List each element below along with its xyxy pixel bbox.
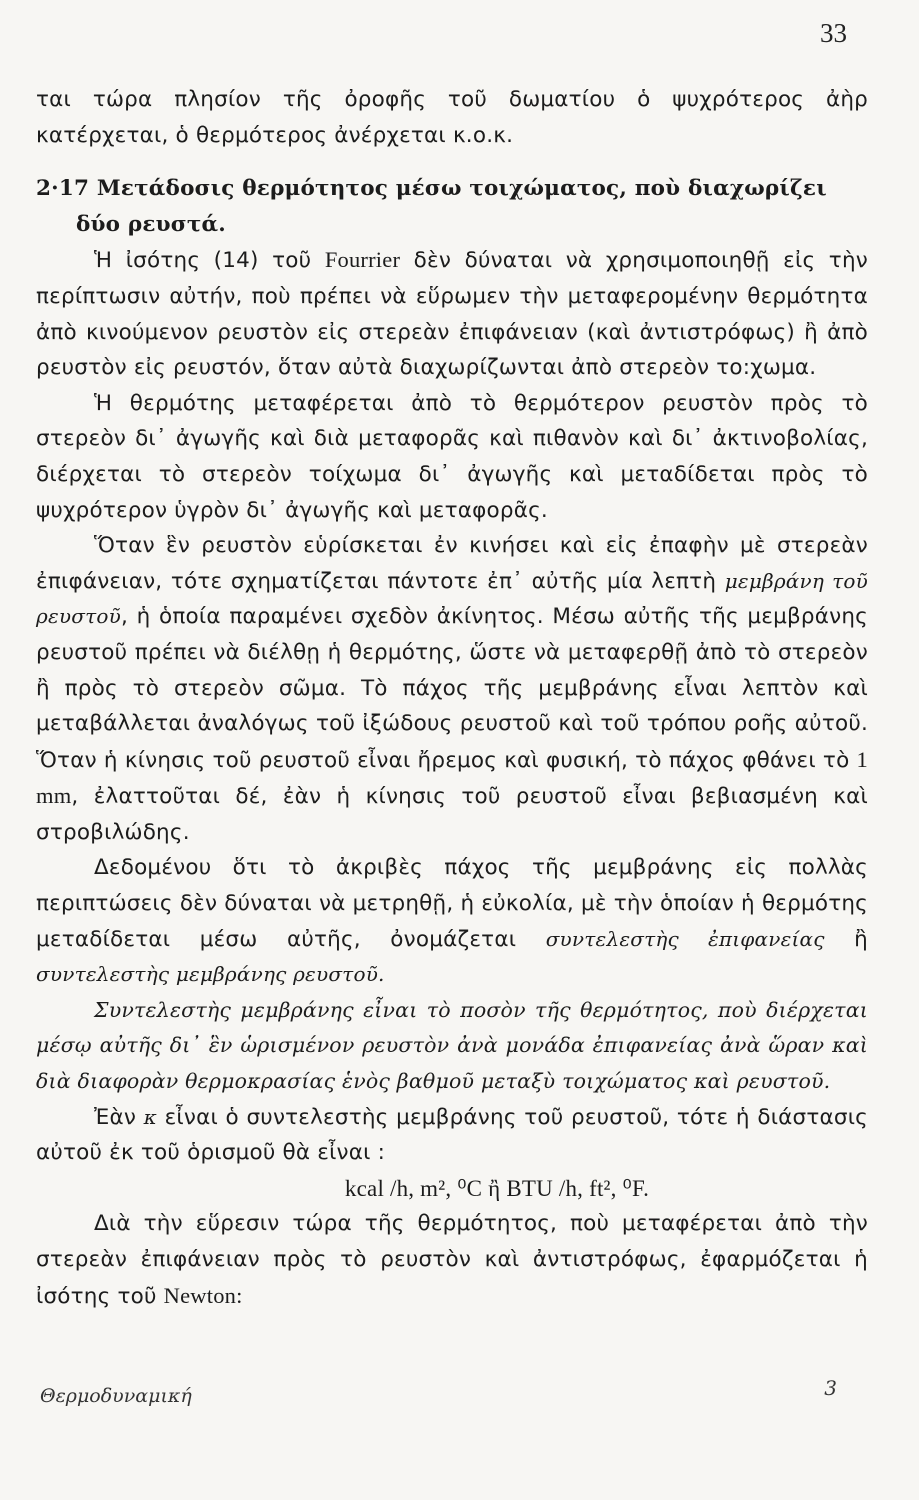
footer-book-title: Θερμοδυναμική xyxy=(40,1385,192,1407)
p3-text-c: , ἐλαττοῦται δέ, ἐὰν ἡ κίνησις τοῦ ρευστοῦ εἶναι βεβιασμένη καὶ στροβιλώδης. xyxy=(36,784,868,845)
paragraph-fourrier xyxy=(36,242,868,385)
footer-sheet-number: 3 xyxy=(824,1376,837,1400)
p1-text-a: Ἡ ἰσότης (14) τοῦ xyxy=(94,248,325,274)
p5-text-a: Ἐὰν xyxy=(94,1104,144,1130)
p1-name: Fourrier xyxy=(324,247,401,273)
p5-symbol: κ xyxy=(143,1104,157,1129)
p6-name: Newton: xyxy=(163,1282,243,1308)
p4-term-1: συντελεστὴς ἐπιφανείας xyxy=(545,926,825,951)
paragraph-intro: ται τώρα πλησίον τῆς ὀροφῆς τοῦ δωματίου ὁ ψυχρότερος ἀὴρ κατέρχεται, ὁ θερμότερος ἀνέρχεται κ.ο.κ. xyxy=(36,87,868,148)
paragraph-membrane xyxy=(36,528,868,850)
section-heading xyxy=(36,171,868,242)
page-number: 33 xyxy=(820,18,847,48)
p4-or: ἢ xyxy=(824,926,869,952)
p3-value: 1 mm xyxy=(36,746,868,809)
p4-term-2: συντελεστὴς μεμβράνης ρευστοῦ. xyxy=(36,962,385,987)
page-body xyxy=(36,82,868,1314)
p3-term: μεμβράνη τοῦ ρευστοῦ xyxy=(36,568,868,629)
paragraph-heat-transfer: Ἡ θερμότης μεταφέρεται ἀπὸ τὸ θερμότερον ρευστὸν πρὸς τὸ στερεὸν δι᾿ ἀγωγῆς καὶ διὰ μεταφορᾶς καὶ πιθανὸν καὶ δι᾿ ἀκτινοβολίας, διέρχεται τὸ στερεὸν τοίχωμα δι᾿ ἀγωγῆς καὶ μεταδίδεται πρὸς τὸ ψυχρότερον ὑγρὸν δι᾿ ἀγωγῆς καὶ μεταφορᾶς. xyxy=(36,390,868,523)
paragraph-newton xyxy=(36,1206,868,1314)
p5-text-b: εἶναι ὁ συντελεστὴς μεμβράνης τοῦ ρευστοῦ, τότε ἡ διάστασις αὐτοῦ ἐκ τοῦ ὁρισμοῦ θὰ εἶναι : xyxy=(36,1104,869,1166)
units-formula: kcal /h, m², ⁰C ἢ BTU /h, ft², ⁰F. xyxy=(344,1175,650,1201)
definition-paragraph: Συντελεστὴς μεμβράνης εἶναι τὸ ποσὸν τῆς θερμότητος, ποὺ διέρχεται μέσῳ αὐτῆς δι᾿ ἓν ὡρισμένον ρευστὸν ἀνὰ μονάδα ἐπιφανείας ἀνὰ ὥραν καὶ διὰ διαφορὰν θερμοκρασίας ἑνὸς βαθμοῦ μεταξὺ τοιχώματος καὶ ρευστοῦ. xyxy=(36,997,868,1094)
section-title: Μετάδοσις θερμότητος μέσω τοιχώματος, ποὺ διαχωρίζει δύο ρευστά. xyxy=(76,176,827,237)
p3-text-b: , ἡ ὁποία παραμένει σχεδὸν ἀκίνητος. Μέσω αὐτῆς τῆς μεμβράνης ρευστοῦ πρέπει νὰ διέλθῃ ἡ θερμότης, ὥστε νὰ μεταφερθῇ ἀπὸ τὸ στερεὸν ἢ πρὸς τὸ στερεὸν σῶμα. Τὸ πάχος τῆς μεμβράνης εἶναι λεπτὸν καὶ μεταβάλλεται ἀναλόγως τοῦ ἰξώδους ρευστοῦ καὶ τοῦ τρόπου ροῆς αὐτοῦ. Ὅταν ἡ κίνησις τοῦ ρευστοῦ εἶναι ἤρεμος καὶ φυσική, τὸ πάχος φθάνει τὸ xyxy=(36,604,868,773)
paragraph-coefficient xyxy=(36,850,868,992)
p6-text-a: Διὰ τὴν εὕρεσιν τώρα τῆς θερμότητος, ποὺ μεταφέρεται ἀπὸ τὴν στερεὰν ἐπιφάνειαν πρὸς τὸ ρευστὸν καὶ ἀντιστρόφως, ἐφαρμόζεται ἡ ἰσότης τοῦ xyxy=(36,1211,868,1309)
p3-text-a: Ὅταν ἓν ρευστὸν εὑρίσκεται ἐν κινήσει καὶ εἰς ἐπαφὴν μὲ στερεὰν ἐπιφάνειαν, τότε σχηματίζεται πάντοτε ἐπ᾿ αὐτῆς μία λεπτὴ xyxy=(36,533,868,594)
section-number: 2·17 xyxy=(36,176,90,202)
p4-text-a: Δεδομένου ὅτι τὸ ἀκριβὲς πάχος τῆς μεμβράνης εἰς πολλὰς περιπτώσεις δὲν δύναται νὰ μετρηθῇ, ἡ εὐκολία, μὲ τὴν ὁποίαν ἡ θερμότης μεταδίδεται μέσω αὐτῆς, ὀνομάζεται xyxy=(36,855,868,952)
paragraph-dimension xyxy=(36,1100,868,1171)
p1-text-b: δὲν δύναται νὰ χρησιμοποιηθῇ εἰς τὴν περίπτωσιν αὐτήν, ποὺ πρέπει νὰ εὕρωμεν τὴν μεταφερομένην θερμότητα ἀπὸ κινούμενον ρευστὸν εἰς στερεὰν ἐπιφάνειαν (καὶ ἀντιστρόφως) ἢ ἀπὸ ρευστὸν εἰς ρευστόν, ὅταν αὐτὰ διαχωρίζωνται ἀπὸ στερεὸν το:χωμα. xyxy=(36,248,868,381)
